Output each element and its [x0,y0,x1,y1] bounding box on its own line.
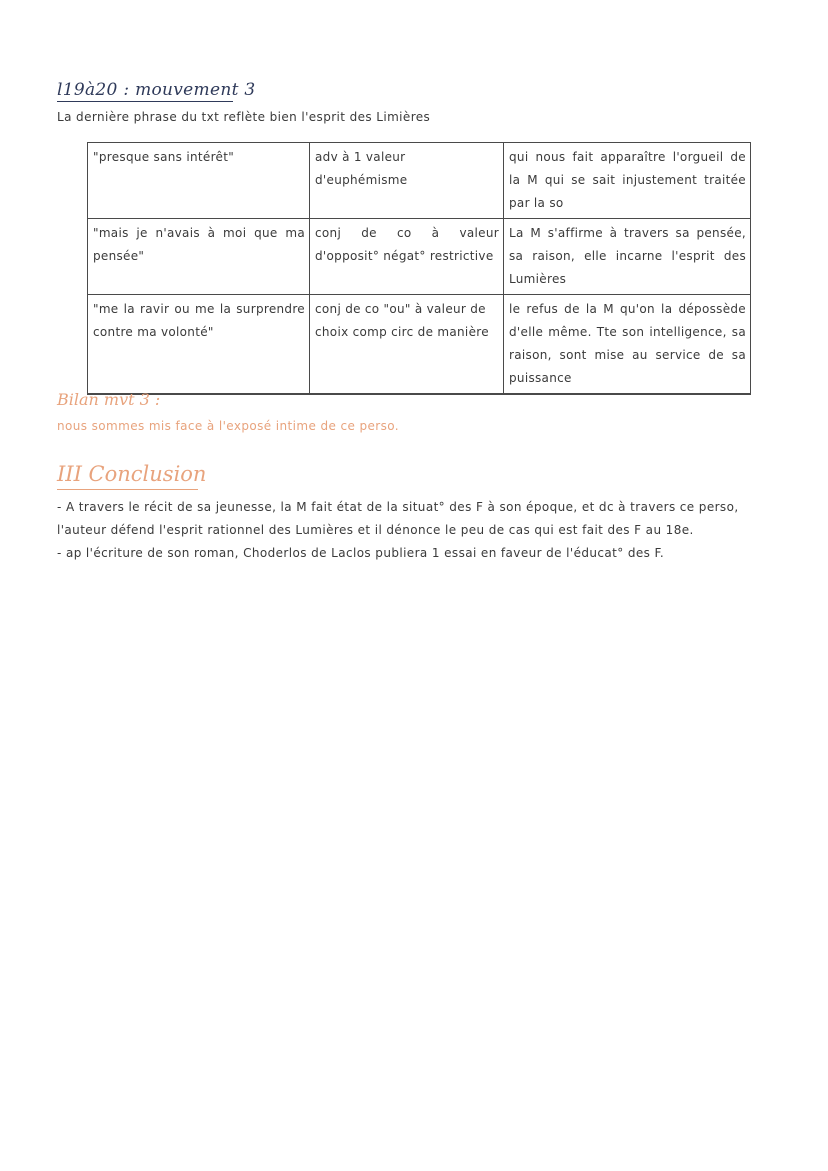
table-row [88,143,751,219]
conclusion-paragraph: - ap l'écriture de son roman, Choderlos de Laclos publiera 1 essai en faveur de l'éducat° des F. [57,546,665,560]
conclusion-body [57,496,773,565]
interpretation-cell: le refus de la M qu'on la dépossède d'elle même. Tte son intelligence, sa raison, sont mise au service de sa puissance [504,295,751,395]
heading-underline [57,101,233,102]
interpretation-cell: qui nous fait apparaître l'orgueil de la M qui se sait injustement traitée par la so [504,143,751,219]
quote-cell: "me la ravir ou me la surprendre contre ma volonté" [88,295,310,395]
section-intro: La dernière phrase du txt reflète bien l'esprit des Limières [57,110,431,124]
conclusion-title: III Conclusion [57,462,207,486]
analysis-table [87,142,751,395]
analysis-cell: adv à 1 valeur d'euphémisme [310,143,504,219]
table-row [88,295,751,395]
bilan-title: Bilan mvt 3 : [57,390,161,409]
conclusion-paragraph: - A travers le récit de sa jeunesse, la M fait état de la situat° des F à son époque, et dc à travers ce perso, l'auteur défend l'esprit rationnel des Lumières et il dénonce le peu de cas qui est fait des F au 18e. [57,500,739,537]
analysis-cell: conj de co "ou" à valeur de choix comp circ de manière [310,295,504,395]
quote-cell: "mais je n'avais à moi que ma pensée" [88,219,310,295]
analysis-cell: conj de co à valeur d'opposit° négat° restrictive [310,219,504,295]
interpretation-cell: La M s'affirme à travers sa pensée, sa raison, elle incarne l'esprit des Lumières [504,219,751,295]
conclusion-underline [57,489,198,490]
table-row [88,219,751,295]
section-heading: l19à20 : mouvement 3 [57,80,256,100]
bilan-text: nous sommes mis face à l'exposé intime de ce perso. [57,419,399,433]
quote-cell: "presque sans intérêt" [88,143,310,219]
